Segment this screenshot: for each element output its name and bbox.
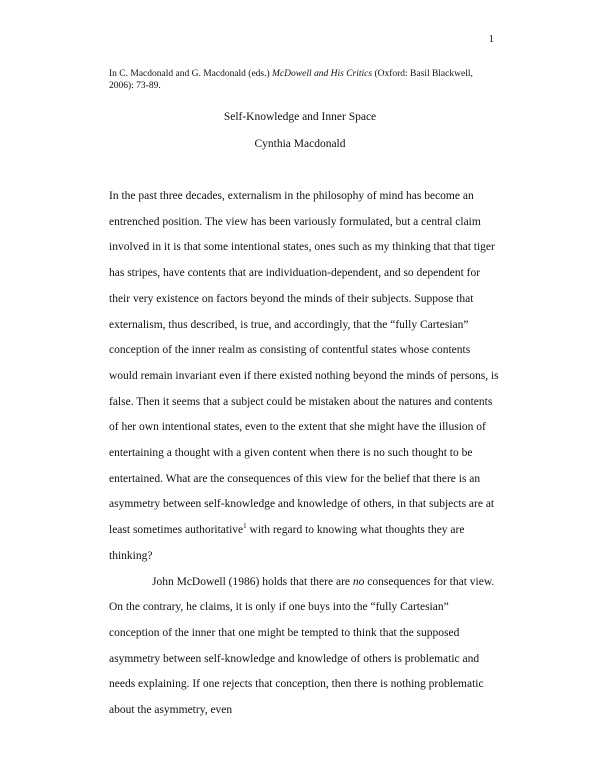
paragraph-2-start: John McDowell (1986) holds that there are — [152, 575, 353, 588]
paragraph-1-text: In the past three decades, externalism in the philosophy of mind has become an entrenched position. The view has been variously formulated, but a central claim involved in it is that some intentional states, ones such as my thinking that that tiger has stripes, have contents that are individuation-dependent, and so dependent for their very existence on factors beyond the minds of their subjects. Suppose that externalism, thus described, is true, and accordingly, that the “fully Cartesian” conception of the inner realm as consisting of contentful states whose contents would remain invariant even if there existed nothing beyond the minds of persons, is false. Then it seems that a subject could be mistaken about the natures and contents of her own intentional states, even to the extent that she might have the illusion of entertaining a thought with a given content when there is no such thought to be entertained. What are the consequences of this view for the belief that there is an asymmetry between self-knowledge and knowledge of others, in that subjects are at least sometimes authoritative — [109, 190, 499, 537]
citation-book-title: McDowell and His Critics — [272, 69, 373, 79]
citation-header — [109, 68, 497, 92]
page-number: 1 — [488, 33, 494, 45]
paper-author: Cynthia Macdonald — [254, 138, 346, 150]
paragraph-2-emphasis: no — [352, 575, 365, 588]
paragraph-1-tail: with regard to knowing what thoughts they are thinking? — [109, 524, 465, 562]
paragraph-2 — [109, 570, 499, 724]
citation-prefix: In C. Macdonald and G. Macdonald (eds.) — [109, 69, 273, 79]
paragraph-1 — [109, 184, 499, 570]
paper-title: Self-Knowledge and Inner Space — [223, 111, 377, 123]
body-text — [109, 184, 499, 724]
citation-suffix: (Oxford: Basil Blackwell, 2006): 73-89. — [109, 69, 473, 91]
footnote-marker[interactable]: 1 — [243, 522, 247, 531]
paragraph-2-rest: consequences for that view. On the contrary, he claims, it is only if one buys into the “fully Cartesian” conception of the inner that one might be tempted to think that the supposed asymmetry between self-knowledge and knowledge of others is problematic and needs explaining. If one rejects that conception, then there is nothing problematic about the asymmetry, even — [109, 575, 495, 717]
